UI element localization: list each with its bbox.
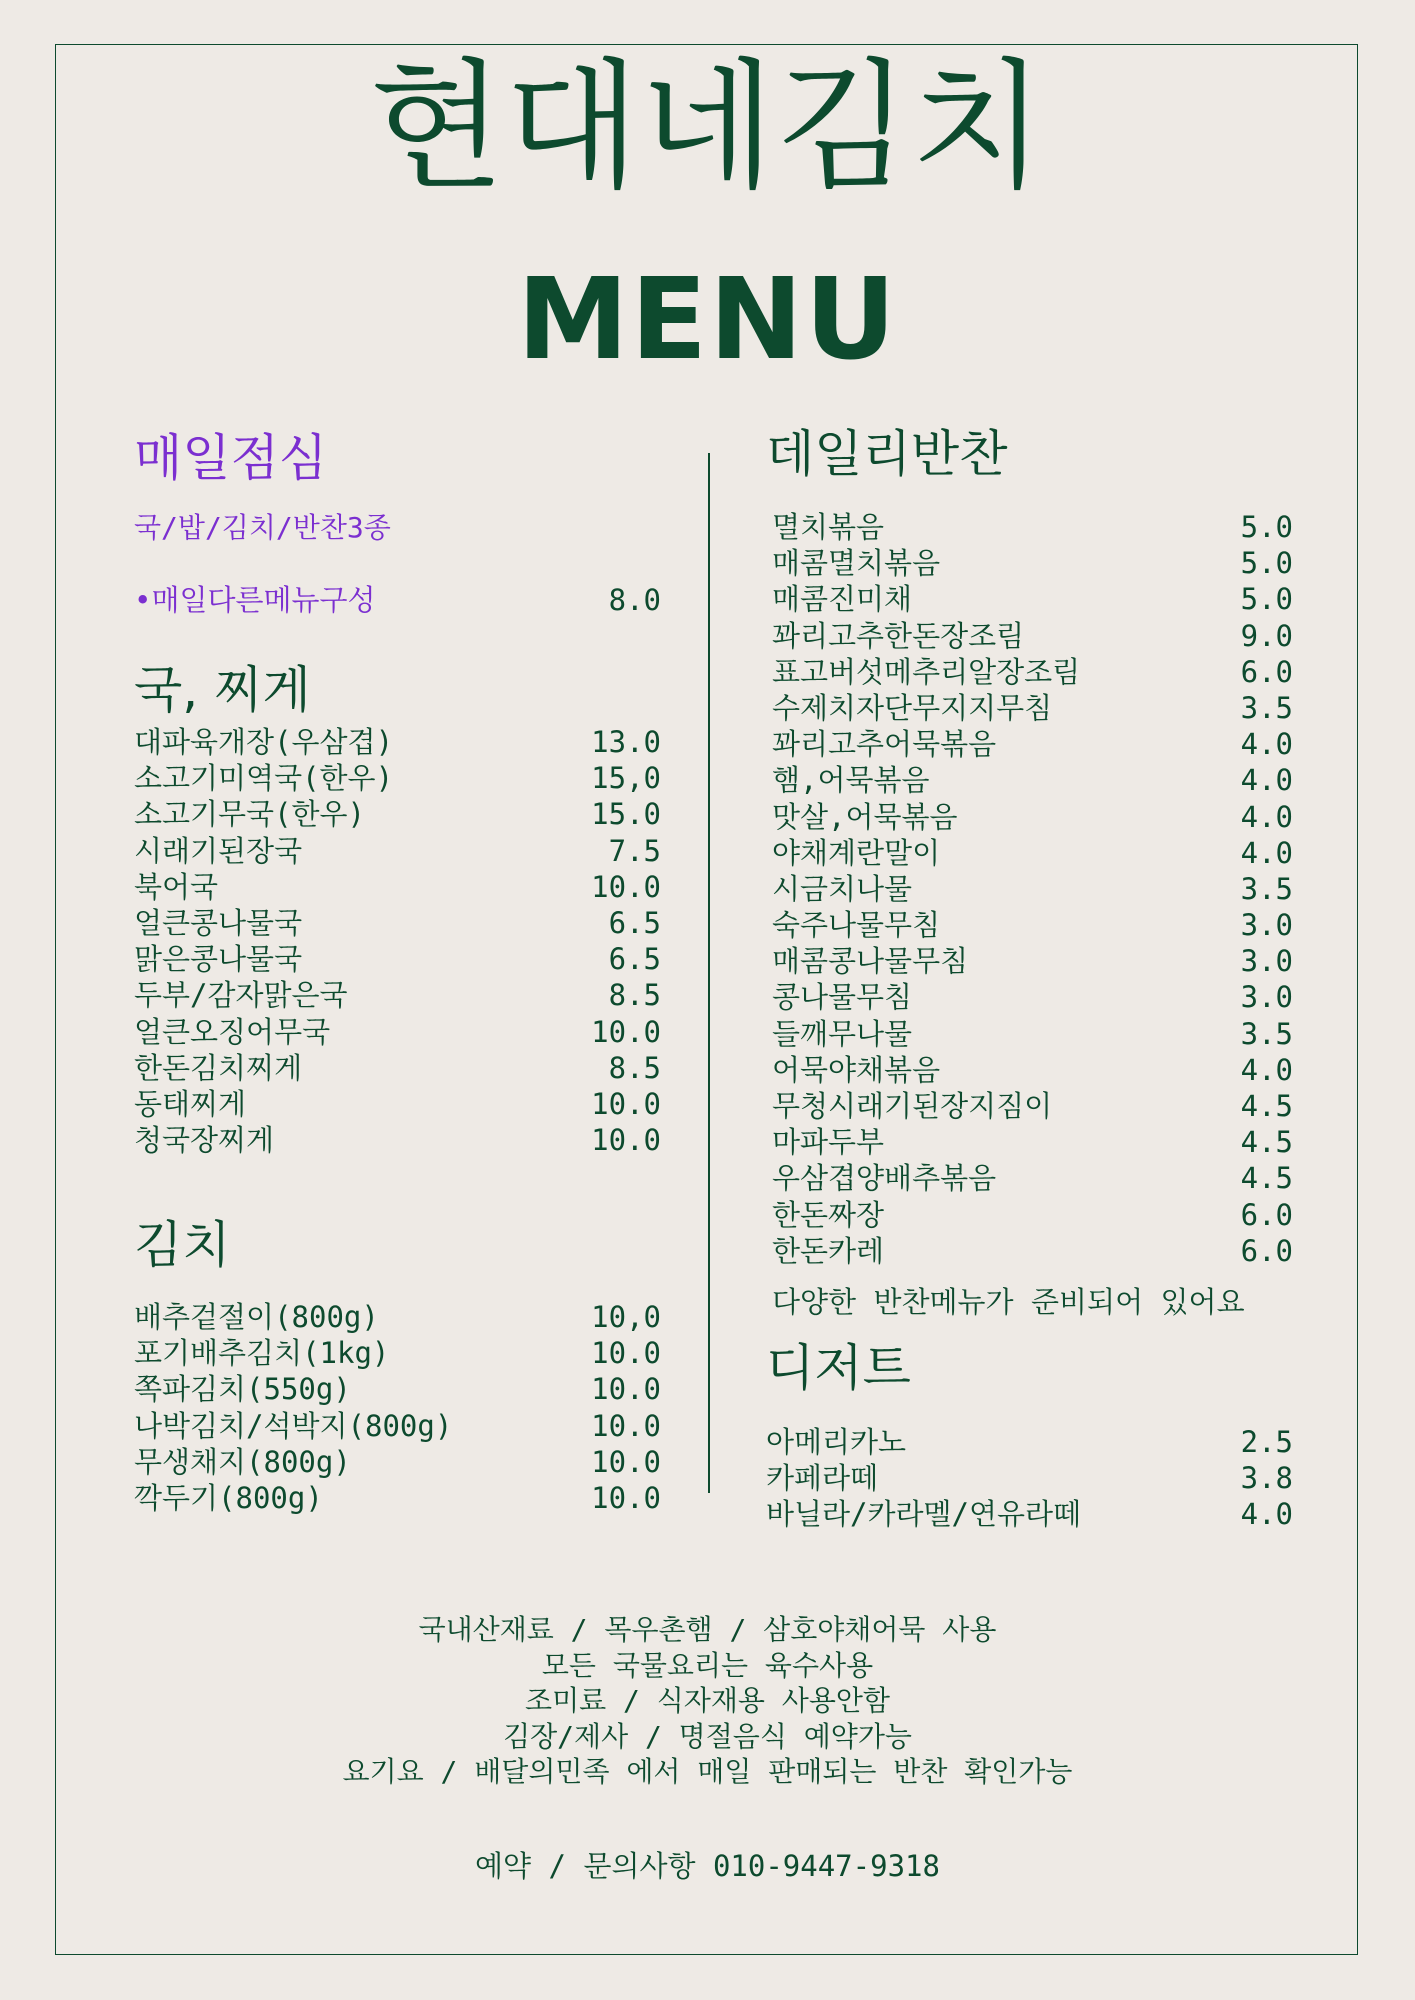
dessert-heading: 디저트 xyxy=(766,1339,911,1397)
menu-item-name: 매콤진미채 xyxy=(772,582,913,617)
menu-item-price: 6.0 xyxy=(1240,1197,1293,1232)
soup-item-row xyxy=(134,869,661,905)
menu-item-price: 15.0 xyxy=(591,797,661,832)
side-dish-item-row xyxy=(772,943,1293,979)
soup-item-row xyxy=(134,760,661,796)
menu-item-price: 4.0 xyxy=(1240,727,1293,762)
kimchi-list xyxy=(134,1299,661,1516)
side-dish-item-row xyxy=(772,545,1293,581)
menu-title: MENU xyxy=(517,255,898,385)
side-dish-item-row xyxy=(772,907,1293,943)
menu-item-price: 5.0 xyxy=(1240,582,1293,617)
side-dish-item-row xyxy=(772,726,1293,762)
menu-item-name: 무청시래기된장지짐이 xyxy=(772,1089,1053,1123)
dessert-list xyxy=(766,1424,1293,1533)
menu-item-name: 콩나물무침 xyxy=(772,980,913,1015)
lunch-description: 국/밥/김치/반찬3종 xyxy=(134,511,391,544)
menu-item-name: 꽈리고추어묵볶음 xyxy=(772,727,997,762)
side-dish-item-row xyxy=(772,1233,1293,1269)
kimchi-item-row xyxy=(134,1480,661,1516)
menu-item-price: 4.0 xyxy=(1240,799,1293,834)
menu-item-price: 10.0 xyxy=(591,1014,661,1049)
menu-item-price: 3.0 xyxy=(1240,908,1293,943)
dessert-item-row xyxy=(766,1496,1293,1532)
menu-item-price: 5.0 xyxy=(1240,546,1293,581)
menu-item-name: 북어국 xyxy=(134,869,219,904)
footer-line: 모든 국물요리는 육수사용 xyxy=(541,1648,874,1682)
column-divider xyxy=(708,453,710,1493)
daily-sides-note: 다양한 반찬메뉴가 준비되어 있어요 xyxy=(772,1285,1245,1319)
menu-item-price: 8.5 xyxy=(608,1050,661,1085)
dessert-item-row xyxy=(766,1460,1293,1496)
menu-item-name: 들깨무나물 xyxy=(772,1016,913,1051)
kimchi-item-row xyxy=(134,1371,661,1407)
soup-item-row xyxy=(134,796,661,832)
menu-item-name: 햄,어묵볶음 xyxy=(772,763,930,798)
menu-item-price: 8.5 xyxy=(608,978,661,1013)
menu-item-price: 4.0 xyxy=(1240,1497,1293,1532)
side-dish-item-row xyxy=(772,762,1293,798)
menu-item-price: 6.5 xyxy=(608,942,661,977)
menu-item-price: 9.0 xyxy=(1240,618,1293,653)
menu-item-name: 아메리카노 xyxy=(766,1425,907,1459)
footer-line: 김장/제사 / 명절음식 예약가능 xyxy=(503,1719,912,1753)
menu-item-price: 10,0 xyxy=(591,1300,661,1334)
menu-item-name: 마파두부 xyxy=(772,1125,885,1160)
side-dish-item-row xyxy=(772,1088,1293,1124)
kimchi-item-row xyxy=(134,1299,661,1335)
menu-item-name: 무생채지(800g) xyxy=(134,1444,351,1479)
side-dish-item-row xyxy=(772,1052,1293,1088)
menu-item-name: 시금치나물 xyxy=(772,871,913,906)
side-dish-item-row xyxy=(772,509,1293,545)
kimchi-item-row xyxy=(134,1444,661,1480)
menu-item-name: 우삼겹양배추볶음 xyxy=(772,1161,997,1196)
side-dish-item-row xyxy=(772,654,1293,690)
menu-item-price: 10.0 xyxy=(591,1444,661,1479)
menu-item-name: 매콤멸치볶음 xyxy=(772,546,941,581)
menu-item-price: 10.0 xyxy=(591,1123,661,1158)
menu-item-price: 4.5 xyxy=(1240,1161,1293,1196)
menu-item-name: 쪽파김치(550g) xyxy=(134,1372,351,1407)
menu-item-name: 맛살,어묵볶음 xyxy=(772,799,958,834)
menu-item-price: 6.0 xyxy=(1240,654,1293,689)
soups-list xyxy=(134,724,661,1158)
menu-item-price: 10.0 xyxy=(591,1480,661,1515)
menu-item-name: 나박김치/석박지(800g) xyxy=(134,1408,453,1443)
footer-line: 조미료 / 식자재용 사용안함 xyxy=(525,1684,890,1717)
side-dish-item-row xyxy=(772,1160,1293,1196)
soup-item-row xyxy=(134,1050,661,1086)
dessert-item-row xyxy=(766,1424,1293,1460)
side-dish-item-row xyxy=(772,1124,1293,1160)
menu-item-name: 얼큰오징어무국 xyxy=(134,1014,331,1049)
menu-item-price: 3.5 xyxy=(1240,1016,1293,1051)
menu-item-price: 3.0 xyxy=(1240,944,1293,979)
menu-item-name: 배추겉절이(800g) xyxy=(134,1300,379,1334)
menu-item-name: 깍두기(800g) xyxy=(134,1480,323,1515)
menu-item-price: 4.0 xyxy=(1240,763,1293,798)
menu-item-price: 15,0 xyxy=(591,761,661,796)
side-dish-item-row xyxy=(772,979,1293,1015)
menu-item-price: 4.5 xyxy=(1240,1089,1293,1123)
contact-info: 예약 / 문의사항 010-9447-9318 xyxy=(475,1849,940,1883)
menu-item-name: 꽈리고추한돈장조림 xyxy=(772,618,1025,653)
menu-item-price: 4.0 xyxy=(1240,835,1293,870)
side-dish-item-row xyxy=(772,618,1293,654)
menu-item-name: 한돈카레 xyxy=(772,1233,885,1268)
soup-item-row xyxy=(134,977,661,1013)
daily-sides-heading: 데일리반찬 xyxy=(766,425,1008,483)
menu-item-price: 2.5 xyxy=(1240,1425,1293,1459)
lunch-item-name: •매일다른메뉴구성 xyxy=(134,583,376,617)
menu-item-name: 맑은콩나물국 xyxy=(134,942,303,977)
menu-item-price: 3.5 xyxy=(1240,690,1293,725)
menu-item-name: 표고버섯메추리알장조림 xyxy=(772,654,1081,689)
menu-item-price: 3.5 xyxy=(1240,871,1293,906)
menu-item-name: 동태찌게 xyxy=(134,1086,247,1121)
footer-notes xyxy=(0,1612,1415,1790)
menu-item-name: 소고기미역국(한우) xyxy=(134,761,394,796)
soups-heading: 국, 찌게 xyxy=(134,661,311,719)
soup-item-row xyxy=(134,1122,661,1158)
side-dish-item-row xyxy=(772,871,1293,907)
daily-sides-list xyxy=(772,509,1293,1269)
menu-item-price: 10.0 xyxy=(591,1086,661,1121)
kimchi-item-row xyxy=(134,1408,661,1444)
menu-item-name: 숙주나물무침 xyxy=(772,908,941,943)
kimchi-heading: 김치 xyxy=(134,1216,231,1274)
menu-item-name: 한돈김치찌게 xyxy=(134,1050,303,1085)
menu-item-name: 어묵야채볶음 xyxy=(772,1052,941,1087)
menu-item-price: 10.0 xyxy=(591,1408,661,1443)
menu-item-price: 10.0 xyxy=(591,1372,661,1407)
menu-item-name: 청국장찌게 xyxy=(134,1123,275,1158)
menu-item-name: 바닐라/카라멜/연유라떼 xyxy=(766,1497,1082,1532)
soup-item-row xyxy=(134,833,661,869)
soup-item-row xyxy=(134,1014,661,1050)
menu-item-price: 7.5 xyxy=(608,833,661,868)
menu-item-name: 멸치볶음 xyxy=(772,510,885,544)
menu-item-price: 4.5 xyxy=(1240,1125,1293,1160)
side-dish-item-row xyxy=(772,799,1293,835)
side-dish-item-row xyxy=(772,581,1293,617)
menu-item-name: 시래기된장국 xyxy=(134,833,303,868)
menu-item-price: 10.0 xyxy=(591,869,661,904)
soup-item-row xyxy=(134,724,661,760)
menu-item-name: 한돈짜장 xyxy=(772,1197,885,1232)
footer-line: 국내산재료 / 목우촌햄 / 삼호야채어묵 사용 xyxy=(418,1613,997,1646)
menu-item-name: 두부/감자맑은국 xyxy=(134,978,348,1013)
soup-item-row xyxy=(134,1086,661,1122)
side-dish-item-row xyxy=(772,690,1293,726)
lunch-heading: 매일점심 xyxy=(134,429,328,487)
menu-item-price: 6.0 xyxy=(1240,1233,1293,1268)
menu-item-name: 야채계란말이 xyxy=(772,835,941,870)
lunch-item xyxy=(134,582,661,618)
menu-item-price: 4.0 xyxy=(1240,1052,1293,1087)
menu-item-price: 10.0 xyxy=(591,1336,661,1371)
restaurant-name: 현대네김치 xyxy=(369,46,1046,209)
side-dish-item-row xyxy=(772,835,1293,871)
menu-item-price: 3.0 xyxy=(1240,980,1293,1015)
soup-item-row xyxy=(134,905,661,941)
soup-item-row xyxy=(134,941,661,977)
menu-item-price: 13.0 xyxy=(591,725,661,759)
menu-item-name: 대파육개장(우삼겹) xyxy=(134,725,394,759)
kimchi-item-row xyxy=(134,1335,661,1371)
menu-item-price: 3.8 xyxy=(1240,1461,1293,1496)
menu-item-name: 포기배추김치(1kg) xyxy=(134,1336,390,1371)
menu-item-name: 소고기무국(한우) xyxy=(134,797,366,832)
menu-item-name: 수제치자단무지지무침 xyxy=(772,690,1053,725)
menu-item-name: 얼큰콩나물국 xyxy=(134,905,303,940)
lunch-item-price: 8.0 xyxy=(608,583,661,617)
footer-line: 요기요 / 배달의민족 에서 매일 판매되는 반찬 확인가능 xyxy=(342,1755,1073,1788)
menu-item-name: 카페라떼 xyxy=(766,1461,879,1496)
menu-item-price: 6.5 xyxy=(608,905,661,940)
side-dish-item-row xyxy=(772,1016,1293,1052)
side-dish-item-row xyxy=(772,1197,1293,1233)
menu-item-name: 매콤콩나물무침 xyxy=(772,944,969,979)
menu-item-price: 5.0 xyxy=(1240,510,1293,544)
